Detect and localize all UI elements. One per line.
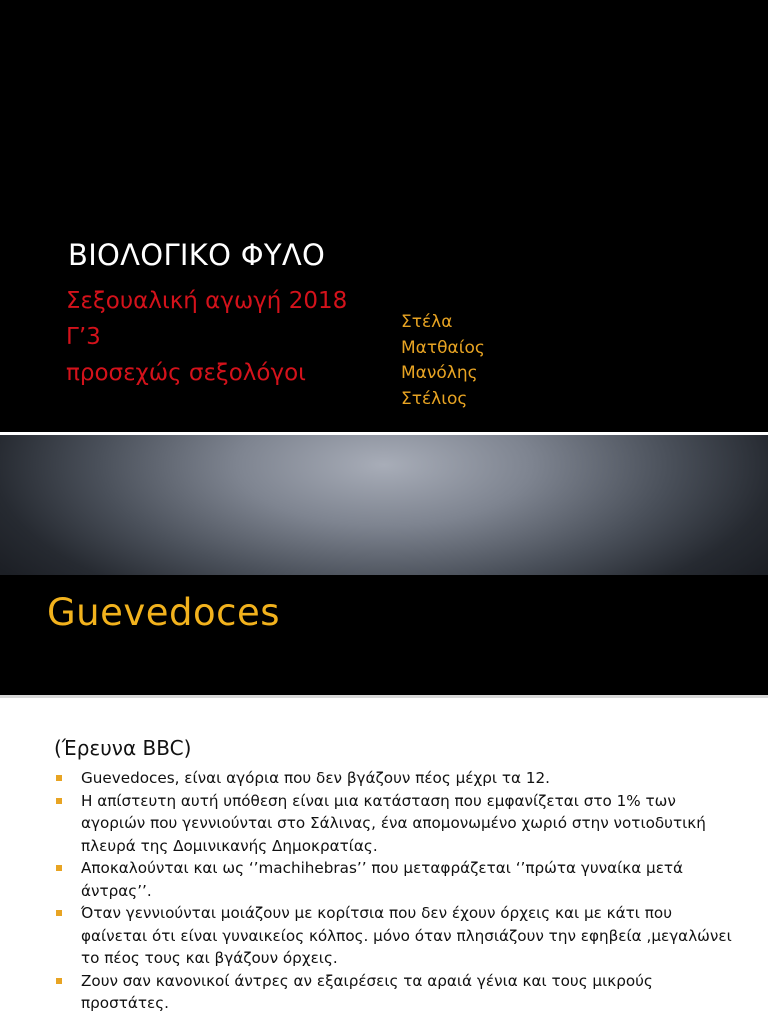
bullet-item <box>56 902 736 970</box>
gradient-band <box>0 435 768 575</box>
content-heading: (Έρευνα BBC) <box>54 736 192 760</box>
bullet-text: Ζουν σαν κανονικοί άντρες αν εξαιρέσεις τα αραιά γένια και τους μικρούς προστάτες. <box>81 971 653 1012</box>
bullet-square-icon <box>56 865 62 871</box>
author-name: Στέλα <box>401 312 453 332</box>
bullet-square-icon <box>56 910 62 916</box>
author-name: Μανόλης <box>401 363 478 383</box>
bullet-square-icon <box>56 775 62 781</box>
bullet-text: Η απίστευτη αυτή υπόθεση είναι μια κατάσταση που εμφανίζεται στο 1% των αγοριών που γεννιούνται στο Σάλινας, ένα απομονωμένο χωριό στην νοτιοδυτική πλευρά της Δομινικανής Δημοκρατίας. <box>81 791 706 855</box>
slide-title: ΒΙΟΛΟΓΙΚΟ ΦΥΛΟ <box>68 238 326 272</box>
bullet-item <box>56 857 736 902</box>
title-slide <box>0 0 768 432</box>
section-slide <box>0 435 768 697</box>
bullet-square-icon <box>56 798 62 804</box>
subtitle-line: Σεξουαλική αγωγή 2018 <box>66 288 348 314</box>
bullet-item <box>56 767 736 790</box>
slide-subtitle <box>66 283 347 391</box>
bullet-square-icon <box>56 978 62 984</box>
bullet-text: Όταν γεννιούνται μοιάζουν με κορίτσια που δεν έχουν όρχεις και με κάτι που φαίνεται ότι είναι γυναικείος κόλπος. μόνο όταν πλησιάζουν την εφηβεία ,μεγαλώνει το πέος τους και βγάζουν όρχεις. <box>81 904 732 967</box>
bullet-text: Guevedoces, είναι αγόρια που δεν βγάζουν πέος μέχρι τα 12. <box>81 769 550 787</box>
author-name: Στέλιος <box>401 388 468 409</box>
author-name: Ματθαίος <box>401 337 485 358</box>
bullet-item <box>56 970 736 1015</box>
bullet-text: Αποκαλούνται και ως ‘’machihebras’’ που μεταφράζεται ‘’πρώτα γυναίκα μετά άντρας’’. <box>81 859 684 900</box>
bullet-list <box>56 767 736 1015</box>
subtitle-line: προσεχώς σεξολόγοι <box>66 360 306 386</box>
section-title: Guevedoces <box>47 591 281 634</box>
bullet-item <box>56 790 736 858</box>
subtitle-line: Γ’3 <box>66 324 101 350</box>
content-slide <box>0 698 768 1024</box>
author-list <box>401 310 485 412</box>
